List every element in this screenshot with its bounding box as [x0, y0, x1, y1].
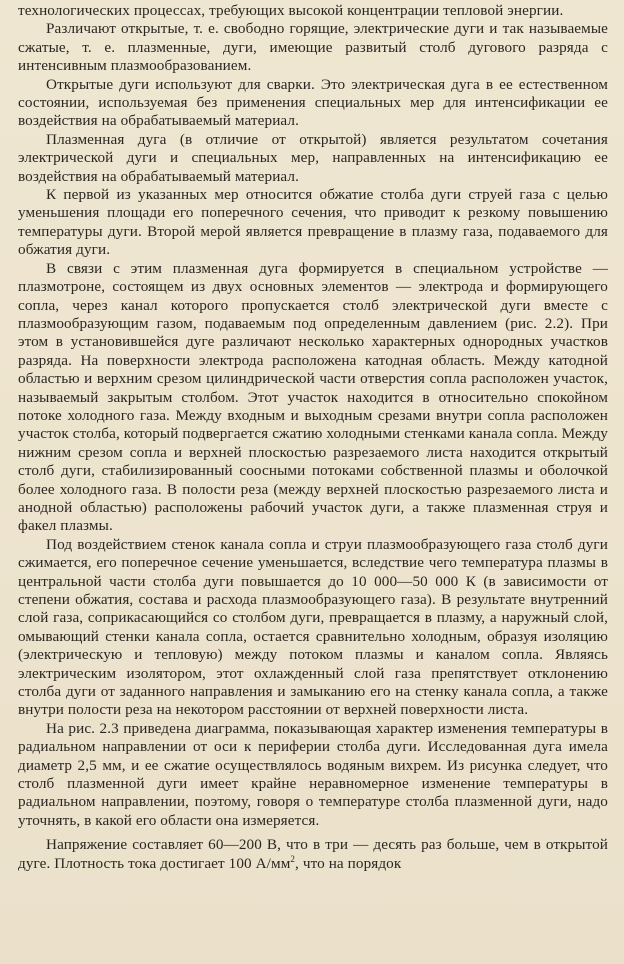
paragraph-1: технологических процессах, требующих высокой концентрации тепловой энергии.	[18, 2, 564, 19]
paragraph-9	[18, 836, 608, 873]
page-text	[18, 2, 608, 873]
paragraph-4: Плазменная дуга (в отличие от открытой) является результатом сочетания электрической дуги и специальных мер, направленных на интенсификацию ее воздействия на обрабатываемый материал.	[18, 130, 608, 185]
superscript-2: 2	[290, 853, 296, 864]
paragraph-6: В связи с этим плазменная дуга формируется в специальном устройстве — плазмотроне, состоящем из двух основных элементов — электрода и формирующего сопла, через канал которого пропускается столб электрической дуги вместе с плазмообразующим газом, подаваемым под определенным давлением (рис. 2.2). При этом в установившейся дуге различают несколько характерных однородных участков разряда. На поверхности электрода расположена катодная область. Между катодной областью и верхним срезом цилиндрической части отверстия сопла расположен участок, называемый закрытым столбом. Этот участок находится в относительно спокойном потоке холодного газа. Между входным и выходным срезами внутри сопла расположен участок столба, который подвергается сжатию холодными стенками канала сопла. Между нижним срезом сопла и верхней плоскостью разрезаемого листа находится открытый столб дуги, стабилизированный соосными потоками собственной плазмы и оболочкой более холодного газа. В полости реза (между верхней плоскостью разрезаемого листа и анодной областью) расположены рабочий участок дуги, а также плазменная струя и факел плазмы.	[18, 259, 608, 535]
paragraph-8: На рис. 2.3 приведена диаграмма, показывающая характер изменения температуры в радиальном направлении от оси к периферии столба дуги. Исследованная дуга имела диаметр 2,5 мм, и ее сжатие осуществлялось водяным вихрем. Из рисунка следует, что столб плазменной дуги имеет крайне неравномерное изменение температуры в радиальном направлении, поэтому, говоря о температуре столба плазменной дуги, надо уточнять, в какой его области она измеряется.	[18, 719, 608, 829]
paragraph-7: Под воздействием стенок канала сопла и струи плазмообразующего газа столб дуги сжимается, его поперечное сечение уменьшается, вследствие чего температура плазмы в центральной части столба дуги повышается до 10 000—50 000 К (в зависимости от степени обжатия, состава и расхода плазмообразующего газа). В результате внутренний слой газа, соприкасающийся со столбом дуги, превращается в плазму, а наружный слой, омывающий стенки канала сопла, остается сравнительно холодным, образуя изоляцию (электрическую и тепловую) между потоком плазмы и каналом сопла. Являясь электрическим изолятором, этот охлажденный слой газа препятствует отклонению столба дуги от заданного направления и замыканию его на стенку канала сопла, а также внутри полости реза на некотором расстоянии от верхней поверхности листа.	[18, 535, 608, 719]
paragraph-2: Различают открытые, т. е. свободно горящие, электрические дуги и так называемые сжатые, т. е. плазменные, дуги, имеющие развитый столб дугового разряда с интенсивным плазмообразованием.	[18, 20, 608, 75]
paragraph-3: Открытые дуги используют для сварки. Это электрическая дуга в ее естественном состоянии, используемая без применения специальных мер для интенсификации ее воздействия на обрабатываемый материал.	[18, 75, 608, 130]
paragraph-9-tail: , что на порядок	[295, 854, 402, 872]
paragraph-9-text: Напряжение составляет 60—200 В, что в три — десять раз больше, чем в открытой дуге. Плотность тока достигает 100 А/мм	[18, 836, 608, 872]
paragraph-5: К первой из указанных мер относится обжатие столба дуги струей газа с целью уменьшения площади его поперечного сечения, что приводит к резкому повышению температуры дуги. Второй мерой является превращение в плазму газа, подаваемого для обжатия дуги.	[18, 186, 608, 259]
